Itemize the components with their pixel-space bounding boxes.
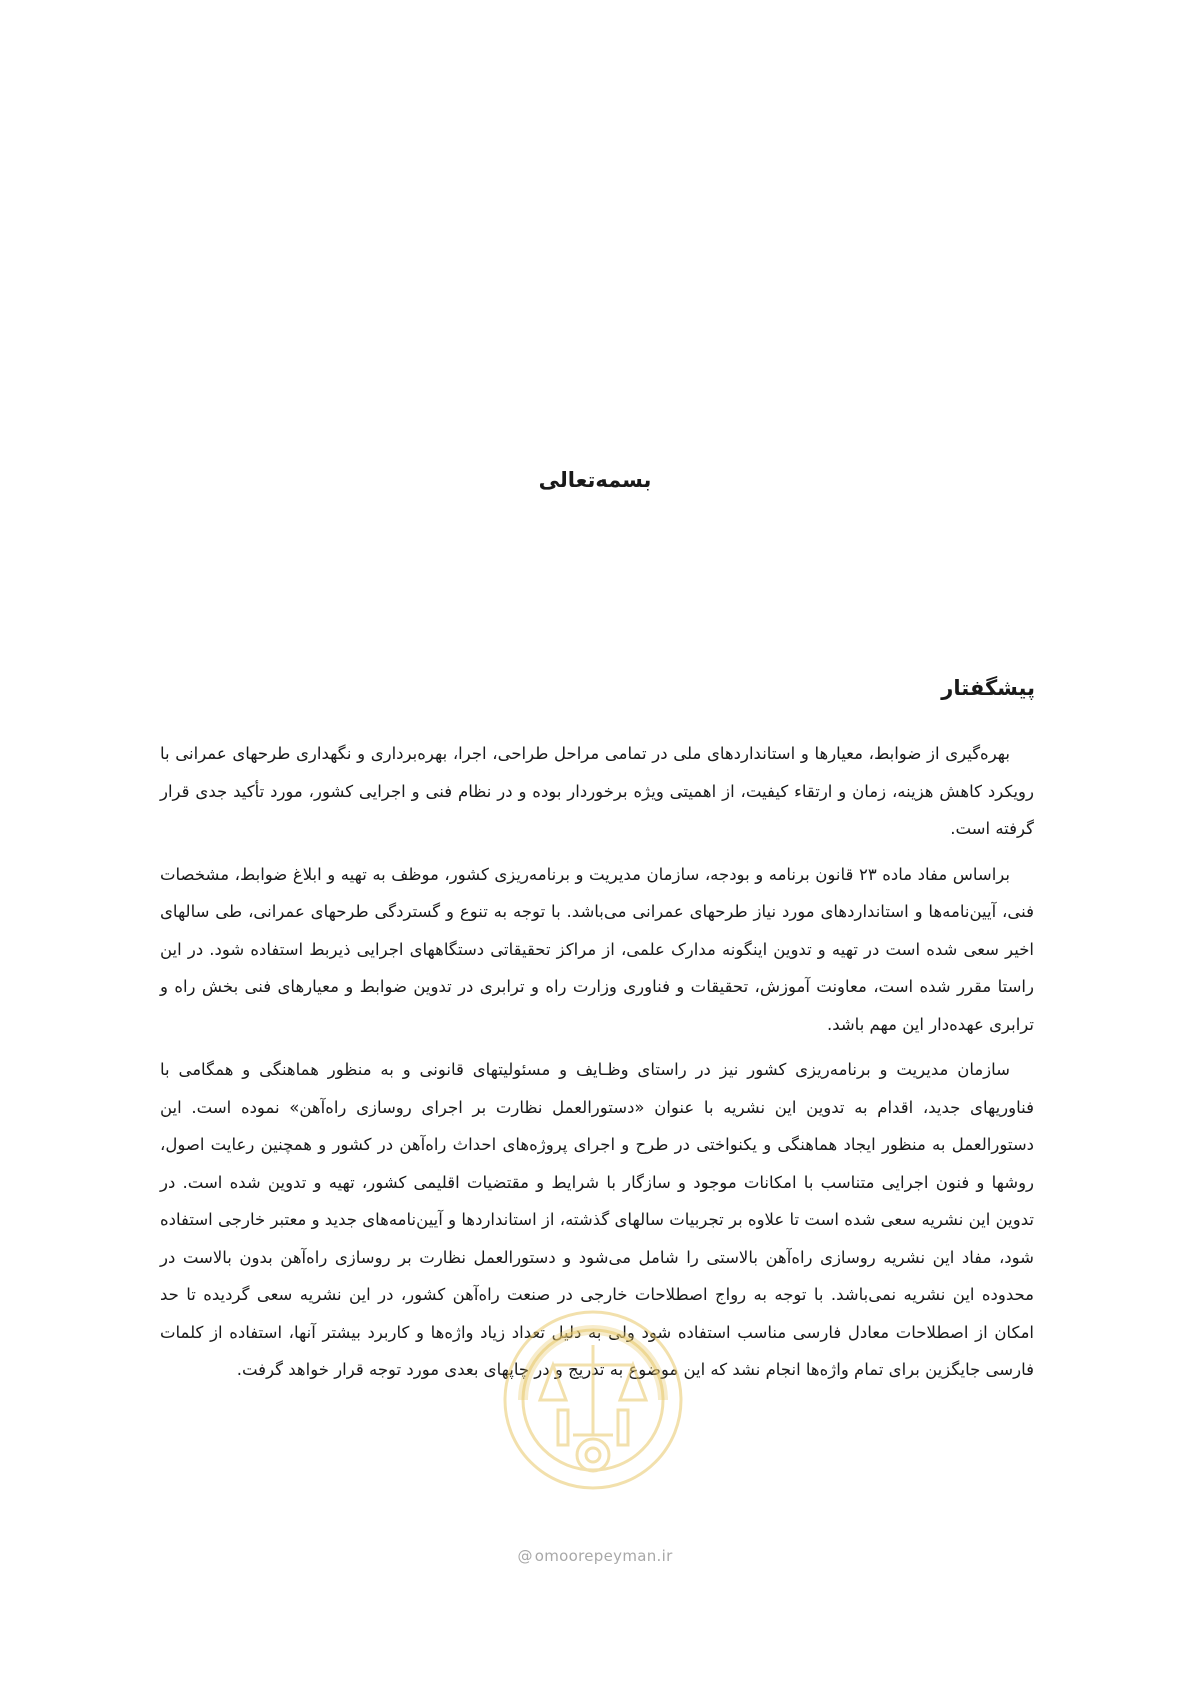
- paragraph-2: براساس مفاد ماده ۲۳ قانون برنامه و بودجه، سازمان مدیریت و برنامه‌ریزی کشور، موظف به تهیه و ابلاغ ضوابط، مشخصات فنی، آیین‌نامه‌ها و استانداردهای مورد نیاز طرحهای عمرانی می‌باشد. با توجه به تنوع و گستردگی طرحهای عمرانی، طی سالهای اخیر سعی شده است در تهیه و تدوین اینگونه مدارک علمی، از مراکز تحقیقاتی دستگاههای اجرایی ذیربط استفاده شود. در این راستا مقرر شده است، معاونت آموزش، تحقیقات و فناوری وزارت راه و ترابری در تدوین ضوابط و معیارهای فنی بخش راه و ترابری عهده‌دار این مهم باشد.: [160, 864, 1034, 1034]
- section-title: پیشگفتار: [941, 676, 1035, 700]
- at-icon: @: [517, 1547, 533, 1565]
- watermark-url: [0, 1547, 1190, 1565]
- paragraph-3: سازمان مدیریت و برنامه‌ریزی کشور نیز در راستای وظـایف و مسئولیتهای قانونی و به منظور هماهنگی و همگامی با فناوریهای جدید، اقدام به تدوین این نشریه با عنوان «دستورالعمل نظارت بر اجرای روسازی راه‌آهن» نموده است. این دستورالعمل به منظور ایجاد هماهنگی و یکنواختی در طرح و اجرای پروژه‌های احداث راه‌آهن در کشور و همچنین رعایت اصول، روشها و فنون اجرایی متناسب با امکانات موجود و سازگار با شرایط و مقتضیات اقلیمی کشور، تهیه و تدوین شده است. در تدوین این نشریه سعی شده است تا علاوه بر تجربیات سالهای گذشته، از استانداردها و آیین‌نامه‌های جدید و معتبر خارجی استفاده شود، مفاد این نشریه روسازی راه‌آهن بالاستی را شامل می‌شود و دستورالعمل نظارت بر روسازی راه‌آهن بدون بالاست در محدوده این نشریه نمی‌باشد. با توجه به رواج اصطلاحات خارجی در صنعت راه‌آهن کشور، در این نشریه سعی گردیده تا حد امکان از اصطلاحات معادل فارسی مناسب استفاده شود ولی به دلیل تعداد زیاد واژه‌ها و کاربرد بیشتر آنها، استفاده از کلمات فارسی جایگزین برای تمام واژه‌ها انجام نشد که این موضوع به تدریج و در چاپهای بعدی مورد توجه قرار خواهد گرفت.: [160, 1060, 1034, 1379]
- paragraph-1: بهره‌گیری از ضوابط، معیارها و استانداردهای ملی در تمامی مراحل طراحی، اجرا، بهره‌برداری و نگهداری طرحهای عمرانی با رویکرد کاهش هزینه، زمان و ارتقاء کیفیت، از اهمیتی ویژه برخوردار بوده و در نظام فنی و اجرایی کشور، مورد تأکید جدی قرار گرفته است.: [160, 744, 1034, 838]
- page-heading: بسمه‌تعالی: [538, 468, 652, 492]
- body-text: [160, 735, 1034, 1397]
- watermark-url-text: omoorepeyman.ir: [534, 1547, 673, 1565]
